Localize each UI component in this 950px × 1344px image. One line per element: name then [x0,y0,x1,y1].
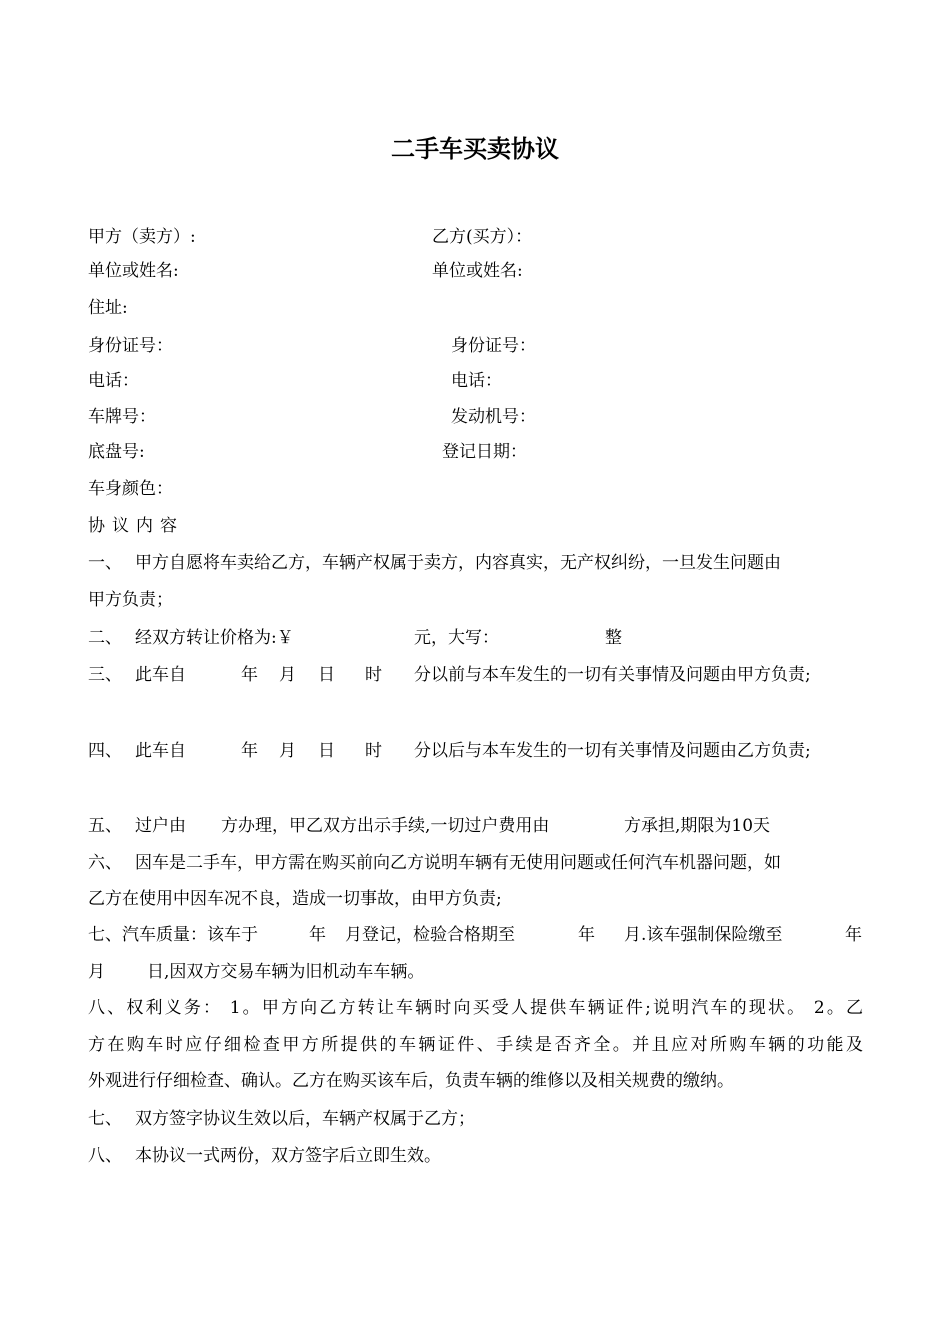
clause-5-text-c: 方承担,期限为10天 [624,816,771,836]
reg-date-label: 登记日期： [442,442,527,462]
clause-7-month-3: 月 [88,962,105,982]
clause-4-number: 四、 [88,741,122,761]
clause-8-line-1: 八、权利义务： 1。甲方向乙方转让车辆时向买受人提供车辆证件;说明汽车的现状。 2。乙 [88,998,863,1018]
party-a-label: 甲方（卖方）: [88,227,196,247]
clause-3-month: 月 [279,665,296,685]
clause-2-yuan-label: 元，大写： [414,628,499,648]
clause-7-year-2: 年 [578,925,595,945]
clause-5-text-a: 过户由 [135,816,186,836]
clause-6-text-cont: 乙方在使用中因车况不良，造成一切事故，由甲方负责; [88,889,502,909]
clause-7-text-d: 日,因双方交易车辆为旧机动车车辆。 [147,962,425,982]
clause-2-whole-label: 整 [605,628,622,648]
clause-1-text-cont: 甲方负责； [88,590,173,610]
clause-9-number: 七、 [88,1109,122,1129]
color-label: 车身颜色： [88,479,173,499]
document-title: 二手车买卖协议 [391,135,559,163]
clause-3-text: 此车自 [135,665,186,685]
clause-4-year: 年 [241,741,258,761]
id-a-label: 身份证号： [88,336,173,356]
clause-3-number: 三、 [88,665,122,685]
engine-label: 发动机号： [451,407,536,427]
clause-10-number: 八、 [88,1146,122,1166]
clause-3-year: 年 [241,665,258,685]
clause-4-month: 月 [279,741,296,761]
clause-7-year-3: 年 [845,925,862,945]
clause-3-hour: 时 [365,665,382,685]
chassis-label: 底盘号: [88,442,145,462]
clause-4-text: 此车自 [135,741,186,761]
clause-2-number: 二、 [88,628,122,648]
clause-4-hour: 时 [365,741,382,761]
clause-10-text: 本协议一式两份，双方签字后立即生效。 [135,1146,441,1166]
clause-1-number: 一、 [88,553,122,573]
clause-9-text: 双方签字协议生效以后，车辆产权属于乙方； [135,1109,475,1129]
clause-2-price-label: 经双方转让价格为:￥ [135,628,294,648]
clause-3-text-end: 分以前与本车发生的一切有关事情及问题由甲方负责; [414,665,811,685]
name-b-label: 单位或姓名: [432,261,523,281]
clause-5-text-b: 方办理，甲乙双方出示手续,一切过户费用由 [221,816,550,836]
clause-8-line-3: 外观进行仔细检查、确认。乙方在购买该车后，负责车辆的维修以及相关规费的缴纳。 [88,1071,734,1091]
clause-7-text-c: 月.该车强制保险缴至 [624,925,783,945]
plate-label: 车牌号： [88,407,156,427]
party-b-label: 乙方(买方）： [432,227,533,247]
clause-6-text: 因车是二手车，甲方需在购买前向乙方说明车辆有无使用问题或任何汽车机器问题，如 [135,853,781,873]
clause-6-number: 六、 [88,853,122,873]
phone-b-label: 电话： [451,371,502,391]
clause-7-text-b: 月登记，检验合格期至 [345,925,515,945]
clause-4-day: 日 [318,741,335,761]
clause-7-text-a: 七、汽车质量：该车于 [88,925,258,945]
clause-3-day: 日 [318,665,335,685]
clause-5-number: 五、 [88,816,122,836]
phone-a-label: 电话： [88,371,139,391]
name-a-label: 单位或姓名: [88,261,179,281]
clause-4-text-end: 分以后与本车发生的一切有关事情及问题由乙方负责; [414,741,811,761]
clause-1-text: 甲方自愿将车卖给乙方，车辆产权属于卖方，内容真实，无产权纠纷，一旦发生问题由 [135,553,781,573]
clause-8-line-2: 方在购车时应仔细检查甲方所提供的车辆证件、手续是否齐全。并且应对所购车辆的功能及 [88,1035,863,1055]
section-heading: 协议内容 [88,516,184,536]
clause-7-year-1: 年 [309,925,326,945]
id-b-label: 身份证号： [451,336,536,356]
address-label: 住址: [88,298,128,318]
